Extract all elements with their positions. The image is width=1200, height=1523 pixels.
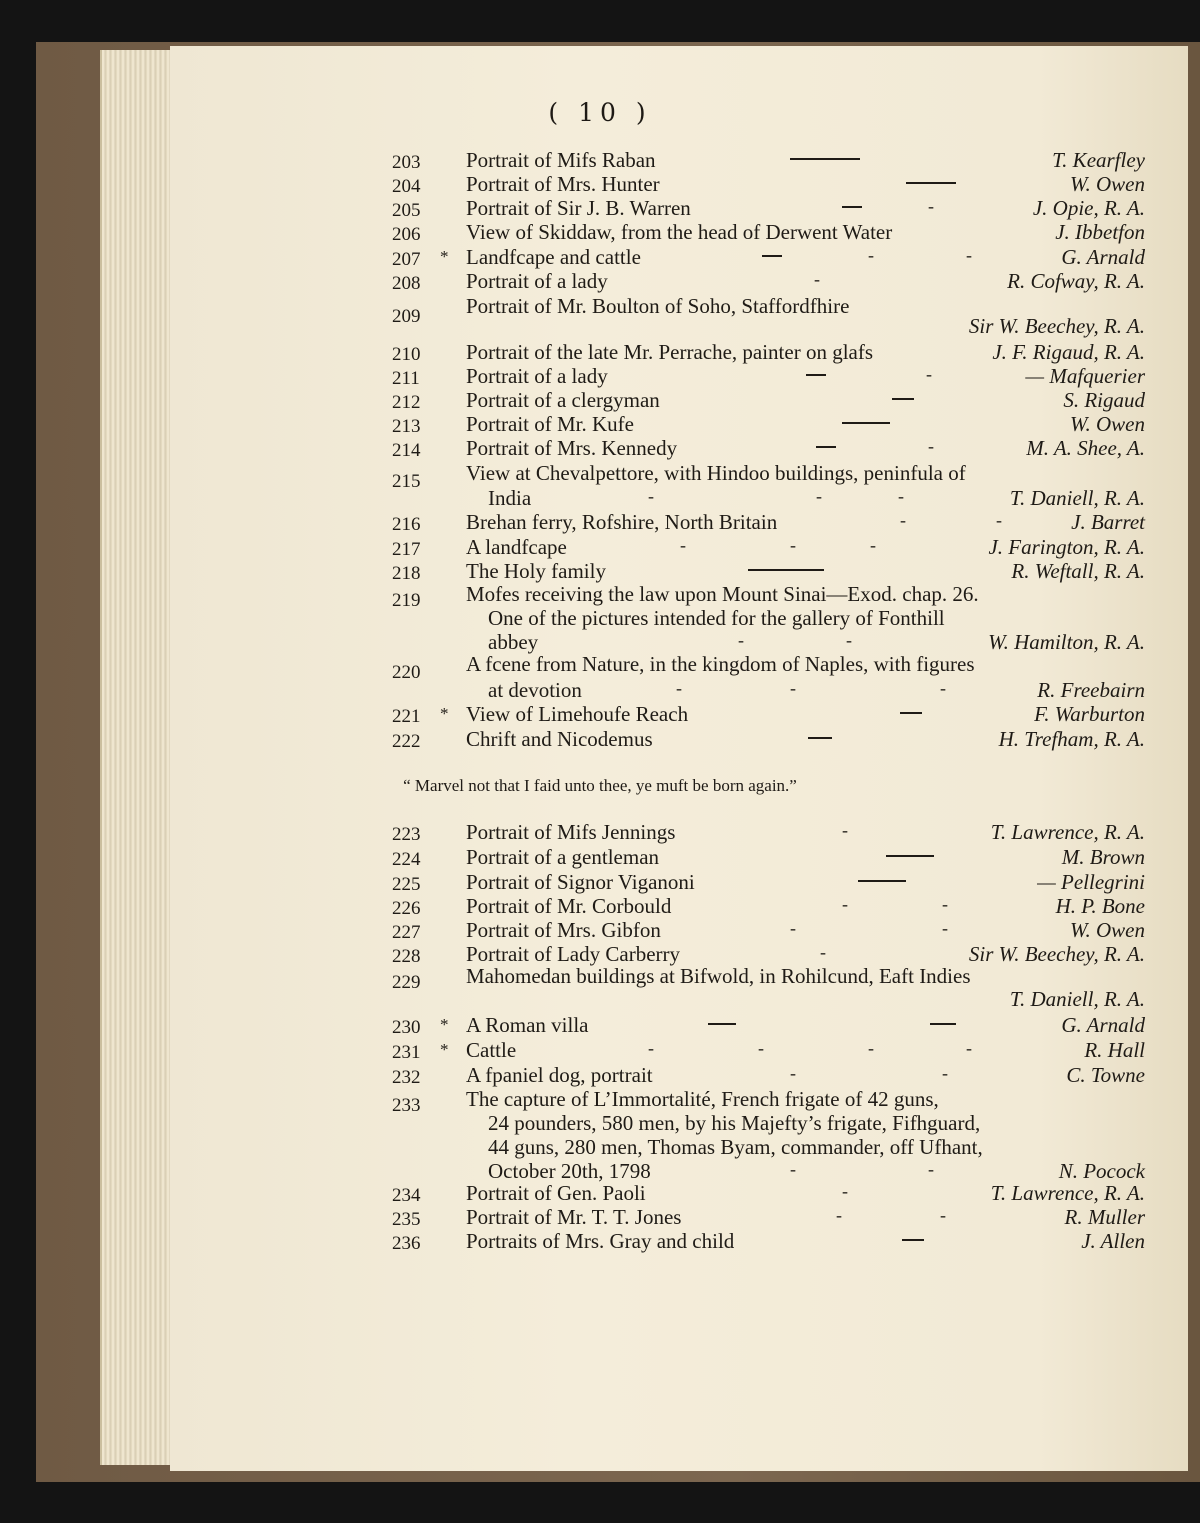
entry-artist: Sir W. Beechey, R. A. — [968, 314, 1145, 338]
entry-title: Portrait of Gen. Paoli — [466, 1181, 646, 1205]
entry-number: 217 — [392, 539, 421, 560]
entry-title: A fpaniel dog, portrait — [466, 1063, 653, 1087]
entry-title: Cattle — [466, 1038, 517, 1062]
entry-title: Portrait of Mr. Boulton of Soho, Staffordfhire — [466, 294, 850, 318]
entry-title-continued: abbey — [488, 630, 539, 654]
entry-artist: R. Freebairn — [1037, 678, 1145, 702]
entry-number: 206 — [392, 224, 421, 245]
entry-title: A Roman villa — [466, 1013, 589, 1037]
entry-title: Portrait of a lady — [466, 364, 608, 388]
entry-artist: J. Opie, R. A. — [1032, 196, 1145, 220]
leader-dot: - — [790, 1159, 796, 1179]
leader-dot: - — [898, 486, 904, 506]
entry-number: 225 — [392, 874, 421, 895]
entry-title: Portrait of Signor Viganoni — [466, 870, 695, 894]
entry-title-continued: at devotion — [488, 678, 582, 702]
entry-title: Portrait of a gentleman — [466, 845, 660, 869]
leader-dot: - — [900, 510, 906, 530]
entry-title: Mahomedan buildings at Bifwold, in Rohilcund, Eaft Indies — [466, 964, 971, 988]
leader-dot: - — [842, 1181, 848, 1201]
entry-artist: J. Farington, R. A. — [988, 535, 1145, 559]
entry-artist: R. Weftall, R. A. — [1011, 559, 1145, 583]
entry-artist: J. Allen — [1081, 1229, 1145, 1253]
entry-artist: Sir W. Beechey, R. A. — [968, 942, 1145, 966]
leader-dash — [808, 737, 832, 739]
entry-artist: H. Trefham, R. A. — [998, 727, 1145, 751]
leader-dash — [708, 1023, 736, 1025]
entry-artist: N. Pocock — [1058, 1159, 1145, 1183]
page-number: ( 10 ) — [548, 98, 652, 127]
entry-title: Portrait of Mrs. Gibfon — [466, 918, 661, 942]
catalogue-entry — [0, 652, 1200, 704]
entry-title: Portrait of Mr. T. T. Jones — [466, 1205, 682, 1229]
catalogue-entry — [0, 461, 1200, 513]
leader-dot: - — [868, 245, 874, 265]
entry-number: 209 — [392, 306, 421, 327]
leader-dot: - — [836, 1205, 842, 1225]
entry-artist: R. Muller — [1064, 1205, 1145, 1229]
leader-dash — [892, 398, 914, 400]
entry-artist: H. P. Bone — [1055, 894, 1145, 918]
leader-dot: - — [790, 918, 796, 938]
leader-dash — [858, 880, 906, 882]
entry-title: Chrift and Nicodemus — [466, 727, 653, 751]
leader-dot: - — [940, 1205, 946, 1225]
asterisk-mark: * — [440, 1015, 449, 1034]
entry-artist: W. Owen — [1069, 412, 1145, 436]
leader-dot: - — [928, 196, 934, 216]
catalogue-entry — [0, 294, 1200, 338]
catalogue-entry — [0, 727, 1200, 757]
asterisk-mark: * — [440, 1040, 449, 1059]
entry-title: Portrait of Lady Carberry — [466, 942, 681, 966]
entry-artist: T. Kearfley — [1052, 148, 1145, 172]
entry-artist: R. Cofway, R. A. — [1007, 269, 1145, 293]
entry-title: View of Skiddaw, from the head of Derwent Water — [466, 220, 893, 244]
entry-number: 216 — [392, 514, 421, 535]
entry-artist: C. Towne — [1066, 1063, 1145, 1087]
entry-number: 213 — [392, 416, 421, 437]
entry-number: 219 — [392, 590, 421, 611]
entry-artist: M. Brown — [1061, 845, 1145, 869]
entry-number: 220 — [392, 662, 421, 683]
entry-number: 230 — [392, 1017, 421, 1038]
leader-dot: - — [942, 1063, 948, 1083]
entry-artist: — Mafquerier — [1025, 364, 1145, 388]
entry-artist: F. Warburton — [1034, 702, 1145, 726]
entry-artist: M. A. Shee, A. — [1026, 436, 1145, 460]
entry-title-continued: October 20th, 1798 — [488, 1159, 651, 1183]
entry-title: View at Chevalpettore, with Hindoo buildings, peninfula of — [466, 461, 966, 485]
entry-number: 224 — [392, 849, 421, 870]
catalogue-entry — [0, 1087, 1200, 1187]
leader-dash — [842, 422, 890, 424]
catalogue-entry — [0, 964, 1200, 1016]
entry-title: Portrait of Mr. Kufe — [466, 412, 634, 436]
entry-artist: W. Owen — [1069, 918, 1145, 942]
leader-dot: - — [926, 364, 932, 384]
leader-dot: - — [790, 1063, 796, 1083]
catalogue-entry — [0, 1229, 1200, 1259]
entry-number: 223 — [392, 824, 421, 845]
entry-title: Portrait of Mr. Corbould — [466, 894, 672, 918]
entry-number: 211 — [392, 368, 420, 389]
leader-dot: - — [928, 1159, 934, 1179]
leader-dash — [816, 446, 836, 448]
entry-title-continued: India — [488, 486, 532, 510]
entry-artist: G. Arnald — [1061, 245, 1145, 269]
leader-dash — [762, 255, 782, 257]
leader-dot: - — [648, 486, 654, 506]
entry-title: Portrait of a lady — [466, 269, 608, 293]
leader-dot: - — [820, 942, 826, 962]
entry-number: 205 — [392, 200, 421, 221]
entry-artist: S. Rigaud — [1063, 388, 1145, 412]
entry-number: 231 — [392, 1042, 421, 1063]
leader-dash — [906, 182, 956, 184]
entry-title: Portrait of Mrs. Kennedy — [466, 436, 678, 460]
leader-dot: - — [942, 894, 948, 914]
entry-artist: T. Daniell, R. A. — [1009, 987, 1145, 1011]
entry-artist: T. Lawrence, R. A. — [990, 1181, 1145, 1205]
asterisk-mark: * — [440, 247, 449, 266]
leader-dot: - — [842, 894, 848, 914]
leader-dot: - — [816, 486, 822, 506]
entry-number: 210 — [392, 344, 421, 365]
entry-number: 233 — [392, 1095, 421, 1116]
entry-number: 227 — [392, 922, 421, 943]
leader-dash — [900, 712, 922, 714]
entry-number: 229 — [392, 972, 421, 993]
entry-number: 204 — [392, 176, 421, 197]
leader-dot: - — [648, 1038, 654, 1058]
entry-title: Portraits of Mrs. Gray and child — [466, 1229, 735, 1253]
entry-title: Portrait of the late Mr. Perrache, painter on glafs — [466, 340, 874, 364]
leader-dot: - — [942, 918, 948, 938]
entry-title: Portrait of Mifs Raban — [466, 148, 656, 172]
entry-number: 215 — [392, 471, 421, 492]
entry-title: Brehan ferry, Rofshire, North Britain — [466, 510, 778, 534]
entry-number: 226 — [392, 898, 421, 919]
leader-dash — [806, 374, 826, 376]
entry-title-continued: 44 guns, 280 men, Thomas Byam, commander, off Ufhant, — [488, 1135, 983, 1159]
leader-dash — [902, 1239, 924, 1241]
leader-dot: - — [846, 630, 852, 650]
entry-title: Landfcape and cattle — [466, 245, 641, 269]
entry-number: 234 — [392, 1185, 421, 1206]
leader-dash — [930, 1023, 956, 1025]
entry-number: 222 — [392, 731, 421, 752]
scripture-quote: “ Marvel not that I faid unto thee, ye muft be born again.” — [403, 776, 797, 795]
entry-artist: — Pellegrini — [1037, 870, 1145, 894]
entry-number: 214 — [392, 440, 421, 461]
leader-dot: - — [870, 535, 876, 555]
entry-artist: R. Hall — [1084, 1038, 1145, 1062]
catalogue-entry — [0, 582, 1200, 658]
entry-title: A landfcape — [466, 535, 567, 559]
entry-artist: T. Lawrence, R. A. — [990, 820, 1145, 844]
entry-number: 218 — [392, 563, 421, 584]
entry-number: 236 — [392, 1233, 421, 1254]
entry-artist: W. Hamilton, R. A. — [988, 630, 1145, 654]
entry-number: 235 — [392, 1209, 421, 1230]
asterisk-mark: * — [440, 704, 449, 723]
leader-dash — [748, 569, 824, 571]
entry-title: Portrait of a clergyman — [466, 388, 660, 412]
entry-title: Portrait of Mifs Jennings — [466, 820, 676, 844]
entry-artist: J. F. Rigaud, R. A. — [992, 340, 1145, 364]
entry-artist: J. Ibbetfon — [1055, 220, 1145, 244]
leader-dot: - — [966, 1038, 972, 1058]
entry-title-continued: One of the pictures intended for the gallery of Fonthill — [488, 606, 945, 630]
leader-dot: - — [928, 436, 934, 456]
entry-title: A fcene from Nature, in the kingdom of Naples, with figures — [466, 652, 975, 676]
entry-number: 207 — [392, 249, 421, 270]
entry-title: Portrait of Mrs. Hunter — [466, 172, 660, 196]
leader-dash — [886, 855, 934, 857]
leader-dot: - — [842, 820, 848, 840]
entry-title: The Holy family — [466, 559, 606, 583]
leader-dot: - — [868, 1038, 874, 1058]
entry-title: Mofes receiving the law upon Mount Sinai—Exod. chap. 26. — [466, 582, 979, 606]
entry-number: 232 — [392, 1067, 421, 1088]
leader-dot: - — [676, 678, 682, 698]
leader-dot: - — [738, 630, 744, 650]
leader-dot: - — [966, 245, 972, 265]
entry-artist: G. Arnald — [1061, 1013, 1145, 1037]
entry-number: 208 — [392, 273, 421, 294]
leader-dot: - — [996, 510, 1002, 530]
entry-title: View of Limehoufe Reach — [466, 702, 689, 726]
entry-artist: J. Barret — [1071, 510, 1145, 534]
entry-title-continued: 24 pounders, 580 men, by his Majefty’s frigate, Fifhguard, — [488, 1111, 981, 1135]
leader-dot: - — [940, 678, 946, 698]
leader-dot: - — [680, 535, 686, 555]
leader-dot: - — [758, 1038, 764, 1058]
entry-artist: W. Owen — [1069, 172, 1145, 196]
entry-number: 228 — [392, 946, 421, 967]
entry-number: 221 — [392, 706, 421, 727]
leader-dot: - — [790, 535, 796, 555]
leader-dot: - — [790, 678, 796, 698]
leader-dash — [790, 158, 860, 160]
leader-dash — [842, 206, 862, 208]
entry-title: Portrait of Sir J. B. Warren — [466, 196, 691, 220]
entry-number: 212 — [392, 392, 421, 413]
leader-dot: - — [814, 269, 820, 289]
entry-title: The capture of L’Immortalité, French frigate of 42 guns, — [466, 1087, 939, 1111]
entry-artist: T. Daniell, R. A. — [1009, 486, 1145, 510]
entry-number: 203 — [392, 152, 421, 173]
